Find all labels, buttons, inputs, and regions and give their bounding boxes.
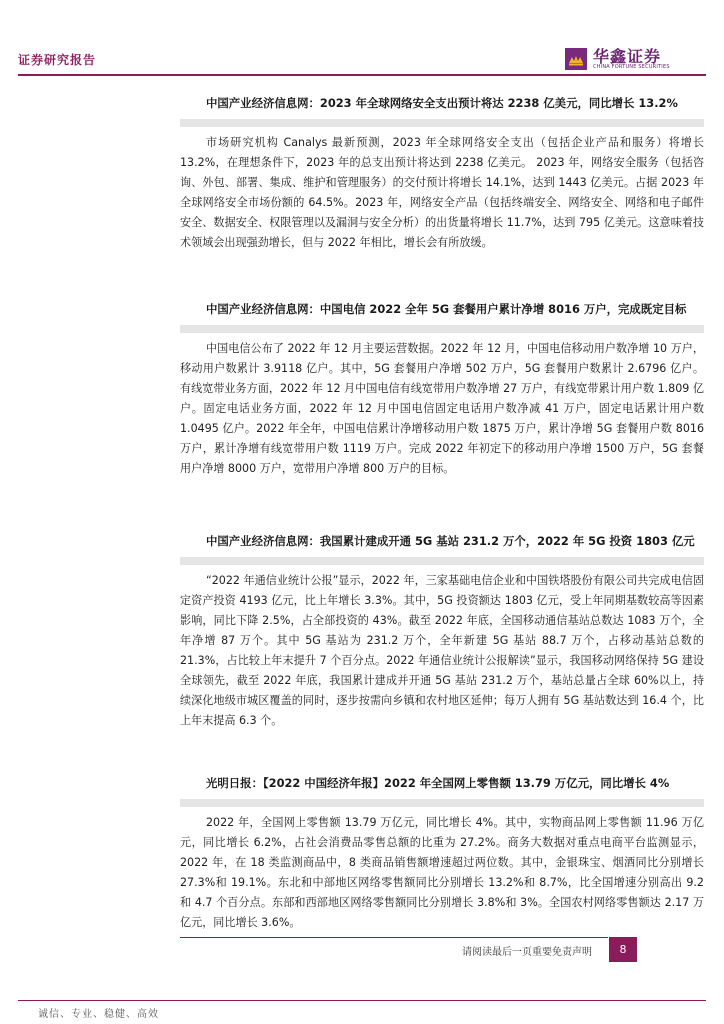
news-section [180,773,704,933]
section-title: 中国产业经济信息网：2023 年全球网络安全支出预计将达 2238 亿美元，同比增长 13.2% [206,96,678,110]
section-body: 市场研究机构 Canalys 最新预测，2023 年全球网络安全支出（包括企业产品和服务）将增长 13.2%，在理想条件下，2023 年的总支出预计将达到 2238 亿美元。 2023 年，网络安全服务（包括咨询、外包、部署、集成、维护和管理服务）的交付预计将增长 14.1%，达到 1443 亿美元。占据 2023 年全球网络安全市场份额的 64.5%。2023 年，网络安全产品（包括终端安全、网络安全、网络和电子邮件安全、数据安全、权限管理以及漏洞与安全分析）的出货量将增长 11.7%，达到 795 亿美元。这意味着技术领域会出现强劲增长，但与 2022 年相比，增长会有所放缓。 [180,136,704,249]
section-title: 光明日报：【2022 中国经济年报】2022 年全国网上零售额 13.79 万亿元，同比增长 4% [206,776,670,790]
section-divider-bar [180,119,704,127]
logo-subtitle: CHINA FORTUNE SECURITIES [593,64,670,70]
footer-divider [18,1000,706,1001]
news-section [180,93,704,253]
logo-name: 华鑫证券 [593,47,662,66]
news-section [180,299,704,479]
section-body: 中国电信公布了 2022 年 12 月主要运营数据。2022 年 12 月，中国电信移动用户数净增 10 万户，移动用户数累计 3.9118 亿户。其中，5G 套餐用户净增 502 万户，5G 套餐用户数累计 2.6796 亿户。有线宽带业务方面，2022 年 12 月中国电信有线宽带用户数净增 27 万户，有线宽带累计用户数 1.809 亿户。固定电话业务方面，2022 年 12 月中国电信固定电话用户数净减 41 万户，固定电话累计用户数 1.0495 亿户。2022 年全年，中国电信累计净增移动用户数 1875 万户，累计净增 5G 套餐用户数 8016 万户，累计净增有线宽带用户数 1119 万户。完成 2022 年初定下的移动用户净增 1500 万户，5G 套餐用户净增 8000 万户，宽带用户净增 800 万户的目标。 [180,342,704,475]
header-divider [18,74,706,76]
section-title: 中国产业经济信息网：中国电信 2022 全年 5G 套餐用户累计净增 8016 万户，完成既定目标 [206,302,687,316]
disclaimer-bar [180,937,608,962]
section-divider-bar [180,325,704,333]
company-logo [565,45,705,73]
disclaimer-note: 请阅读最后一页重要免责声明 [462,947,592,958]
section-divider-bar [180,557,704,565]
logo-mark-icon [565,48,587,70]
report-header-title: 证券研究报告 [18,53,97,67]
section-body: 2022 年，全国网上零售额 13.79 万亿元，同比增长 4%。其中，实物商品网上零售额 11.96 万亿元，同比增长 6.2%，占社会消费品零售总额的比重为 27.2%。商务大数据对重点电商平台监测显示，2022 年，在 18 类监测商品中，8 类商品销售额增速超过两位数。其中，金银珠宝、烟酒同比分别增长 27.3%和 19.1%。东北和中部地区网络零售额同比分别增长 13.2%和 8.7%，比全国增速分别高出 9.2 和 4.7 个百分点。东部和西部地区网络零售额同比分别增长 3.8%和 3%。全国农村网络零售额达 2.17 万亿元，同比增长 3.6%。 [180,816,704,929]
news-section [180,531,704,731]
footer-motto: 诚信、专业、稳健、高效 [38,1009,159,1020]
section-divider-bar [180,799,704,807]
page-number: 8 [609,937,637,962]
section-body: “2022 年通信业统计公报”显示，2022 年，三家基础电信企业和中国铁塔股份有限公司共完成电信固定资产投资 4193 亿元，比上年增长 3.3%。其中，5G 投资额达 1803 亿元，受上年同期基数较高等因素影响，同比下降 2.5%，占全部投资的 43%。截至 2022 年底，全国移动通信基站总数达 1083 万个，全年净增 87 万个。其中 5G 基站为 231.2 万个，全年新建 5G 基站 88.7 万个，占移动基站总数的 21.3%，占比较上年末提升 7 个百分点。2022 年通信业统计公报解读”显示，我国移动网络保持 5G 建设全球领先，截至 2022 年底，我国累计建成并开通 5G 基站 231.2 万个，基站总量占全球 60%以上，持续深化地级市城区覆盖的同时，逐步按需向乡镇和农村地区延伸；每万人拥有 5G 基站数达到 16.4 个，比上年末提高 6.3 个。 [180,574,704,727]
section-title: 中国产业经济信息网：我国累计建成开通 5G 基站 231.2 万个，2022 年 5G 投资 1803 亿元 [206,534,695,548]
